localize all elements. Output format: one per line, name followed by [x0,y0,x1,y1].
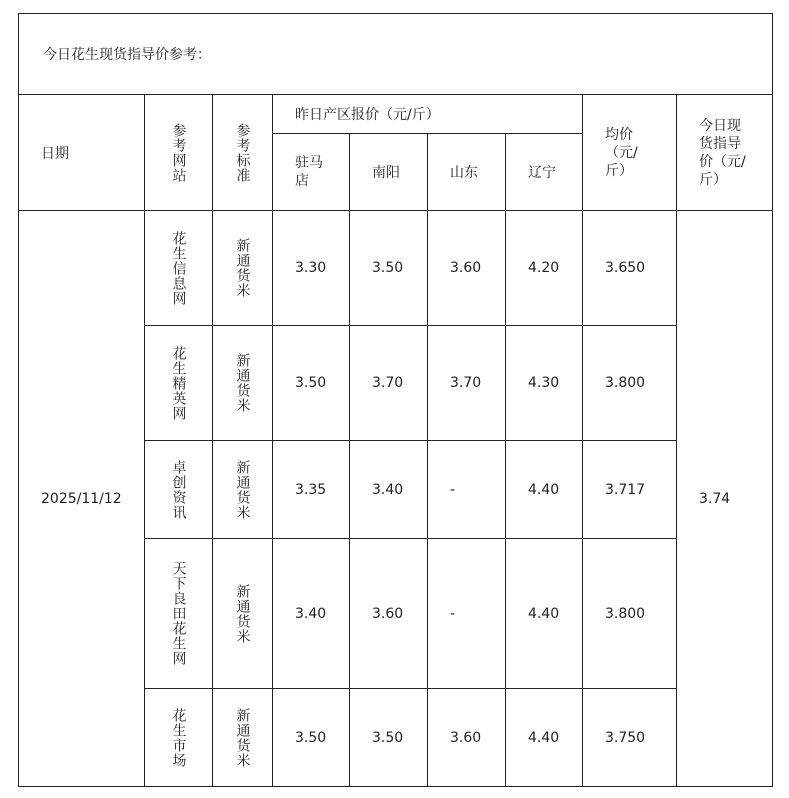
avg-price: 3.717 [583,441,677,539]
price-liaoning: 4.20 [506,211,583,326]
date-cell: 2025/11/12 [19,211,145,787]
price-table [18,13,773,787]
header-avg-label: 均价（元/斤） [605,126,638,179]
standard-label: 新通货米 [234,707,251,768]
header-region-nanyang: 南阳 [350,134,428,211]
price-shandong: 3.60 [428,689,506,787]
standard-cell [213,441,273,539]
price-nanyang: 3.70 [350,326,428,441]
price-nanyang: 3.40 [350,441,428,539]
header-site-label: 参考网站 [170,122,187,183]
price-nanyang: 3.50 [350,211,428,326]
table-title: 今日花生现货指导价参考： [19,14,773,95]
standard-label: 新通货米 [234,353,251,413]
table-row [19,211,773,326]
header-guide-label: 今日现货指导价（元/斤） [699,117,746,188]
avg-price: 3.800 [583,326,677,441]
price-shandong: - [428,539,506,689]
standard-label: 新通货米 [234,238,251,298]
title-row [19,14,773,95]
header-region-shandong: 山东 [428,134,506,211]
site-label: 卓创资讯 [170,459,187,520]
guide-price: 3.74 [677,211,773,787]
avg-price: 3.650 [583,211,677,326]
site-cell [145,441,213,539]
site-cell [145,211,213,326]
header-standard-label: 参考标准 [234,122,251,183]
price-liaoning: 4.40 [506,539,583,689]
price-liaoning: 4.30 [506,326,583,441]
site-cell [145,326,213,441]
standard-cell [213,539,273,689]
header-avg [583,95,677,211]
avg-price: 3.750 [583,689,677,787]
header-site [145,95,213,211]
site-cell [145,689,213,787]
header-region-zhumadian-label: 驻马店 [295,155,323,189]
header-yesterday-prices: 昨日产区报价（元/斤） [273,95,583,134]
site-label: 花生信息网 [170,230,187,306]
standard-cell [213,326,273,441]
price-nanyang: 3.60 [350,539,428,689]
site-label: 花生精英网 [170,345,187,421]
site-label: 天下良田花生网 [170,561,187,666]
header-standard [213,95,273,211]
price-shandong: 3.70 [428,326,506,441]
price-nanyang: 3.50 [350,689,428,787]
avg-price: 3.800 [583,539,677,689]
site-cell [145,539,213,689]
site-label: 花生市场 [170,707,187,768]
price-liaoning: 4.40 [506,441,583,539]
price-shandong: 3.60 [428,211,506,326]
price-shandong: - [428,441,506,539]
price-zhumadian: 3.30 [273,211,350,326]
price-zhumadian: 3.40 [273,539,350,689]
header-date: 日期 [19,95,145,211]
price-zhumadian: 3.35 [273,441,350,539]
header-region-liaoning: 辽宁 [506,134,583,211]
price-liaoning: 4.40 [506,689,583,787]
header-region-zhumadian [273,134,350,211]
standard-label: 新通货米 [234,583,251,644]
price-zhumadian: 3.50 [273,326,350,441]
standard-cell [213,689,273,787]
header-row-1 [19,95,773,134]
price-zhumadian: 3.50 [273,689,350,787]
standard-cell [213,211,273,326]
standard-label: 新通货米 [234,459,251,520]
header-guide [677,95,773,211]
